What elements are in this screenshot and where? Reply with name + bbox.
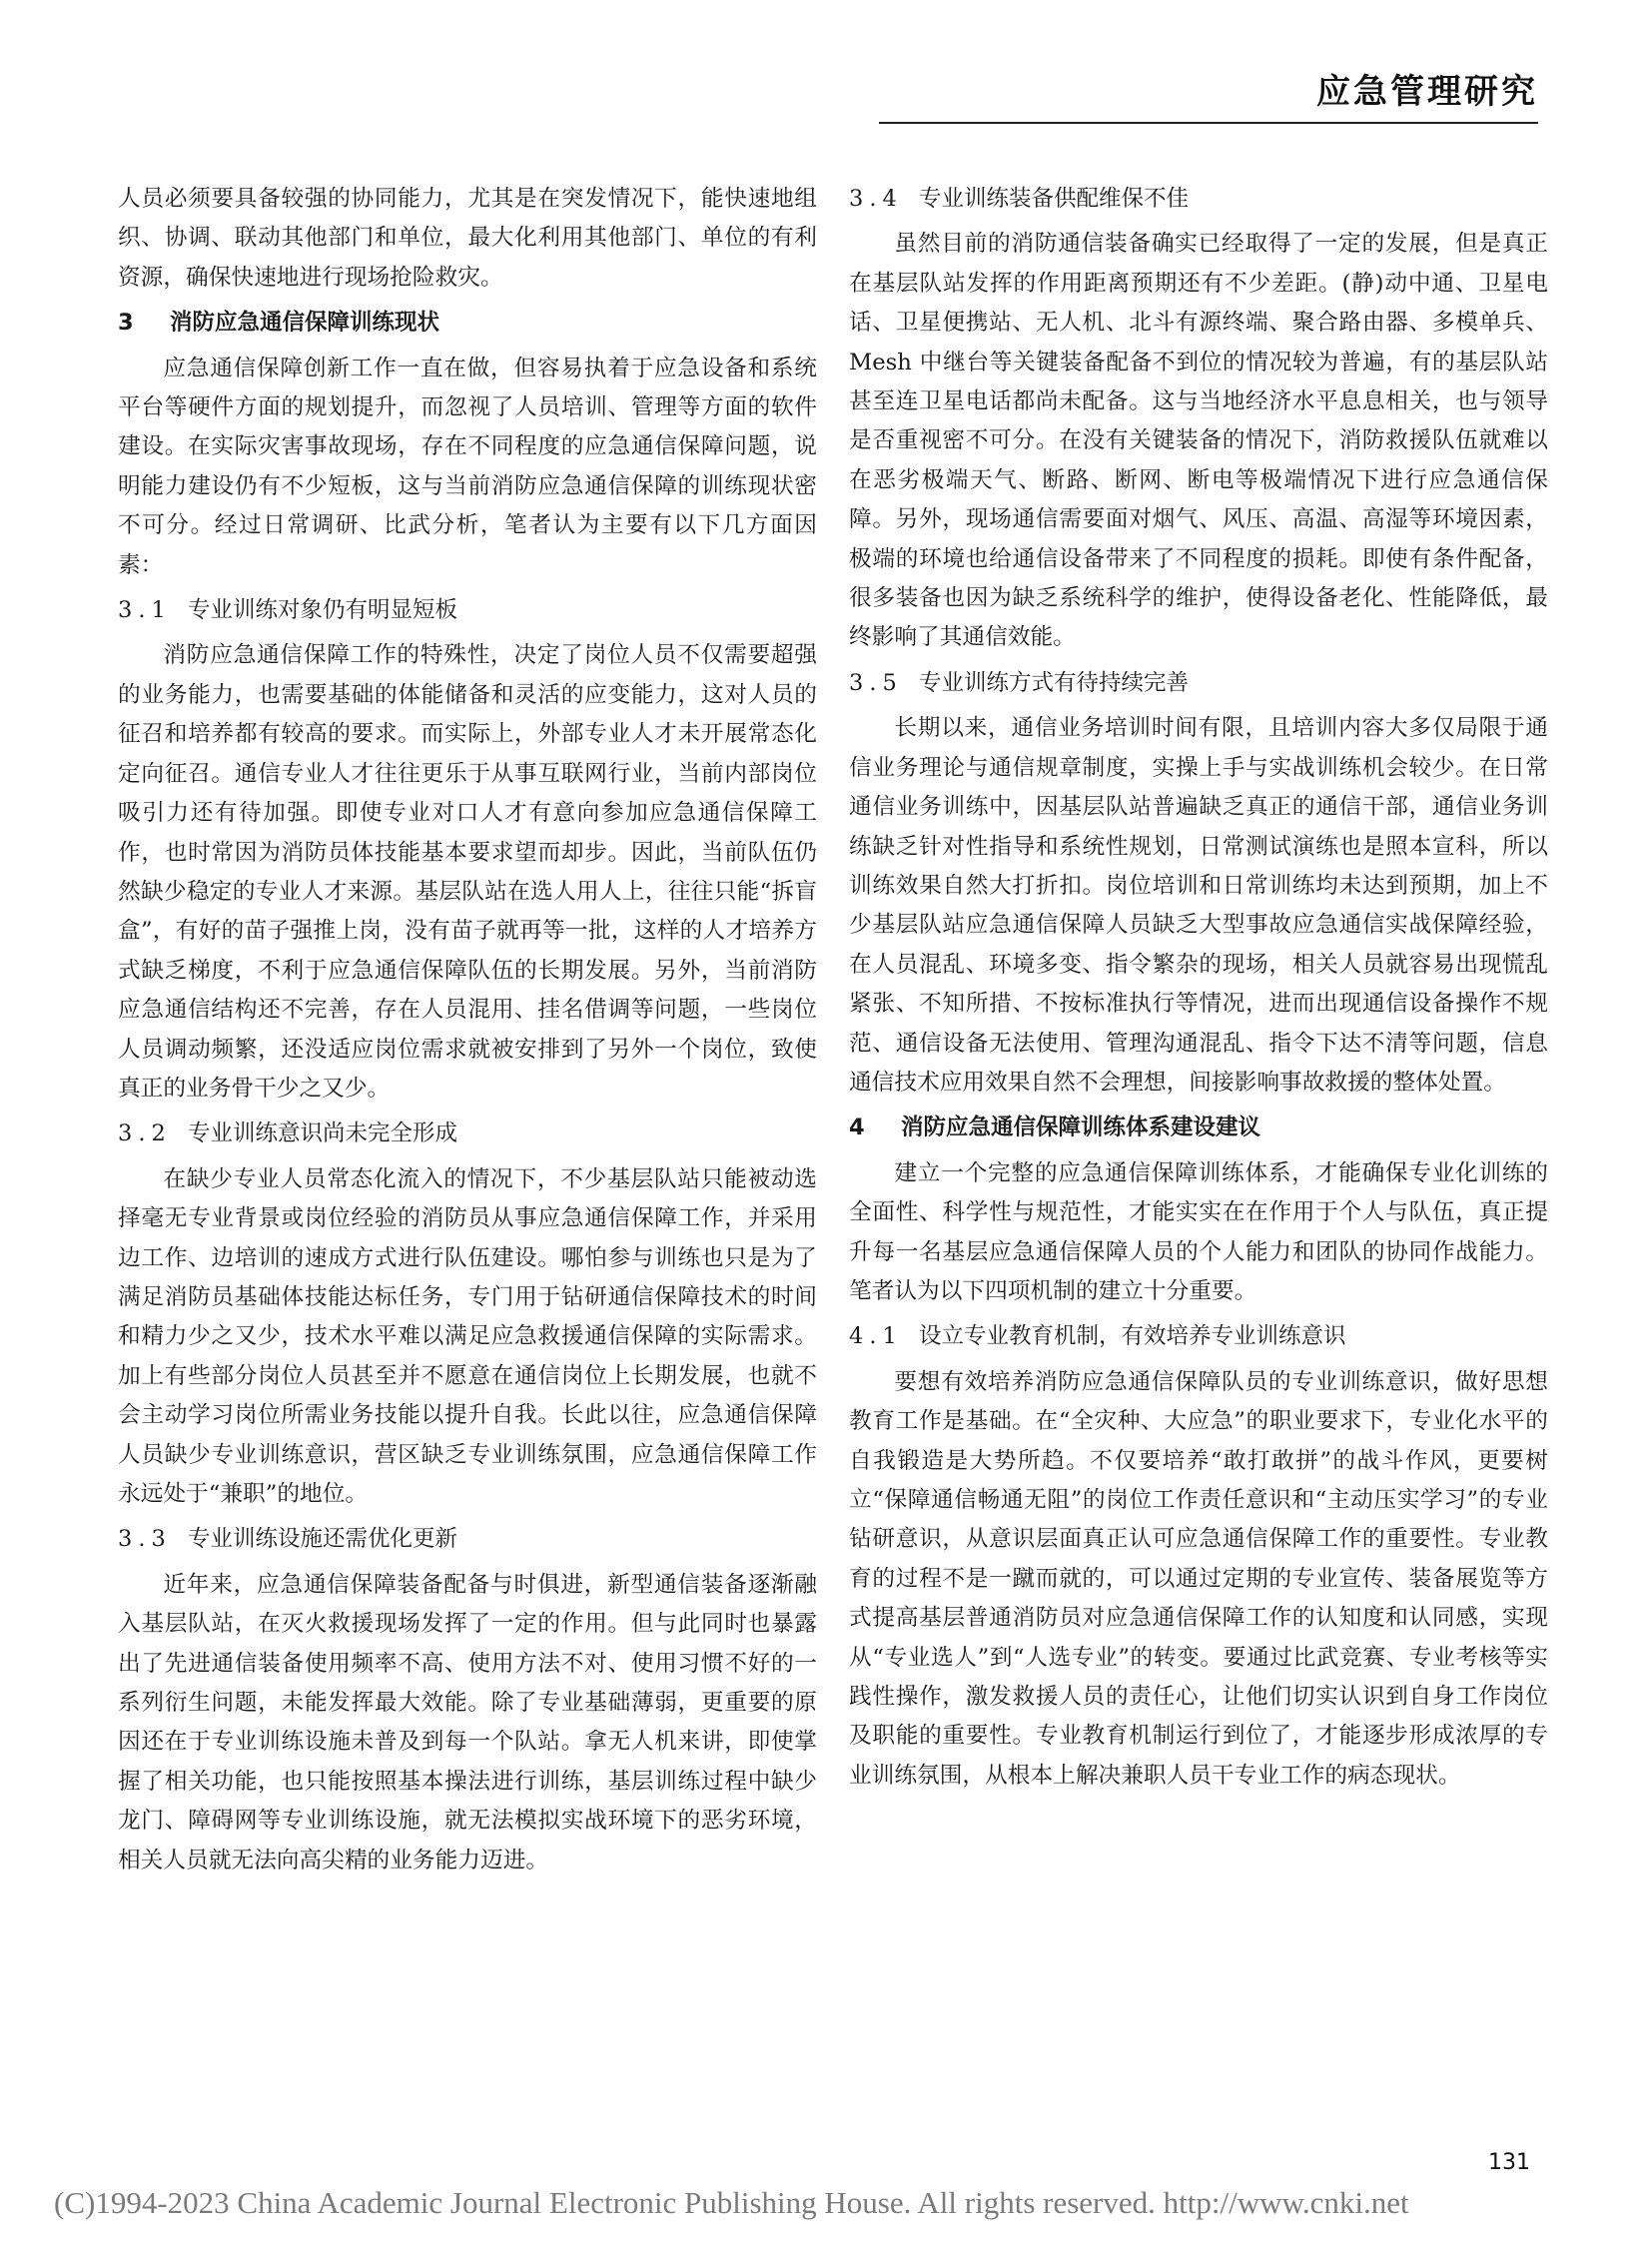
section-3-1-paragraph: 消防应急通信保障工作的特殊性，决定了岗位人员不仅需要超强的业务能力，也需要基础的体能储备和灵活的应变能力，这对人员的征召和培养都有较高的要求。而实际上，外部专业人才未开展常态化定向征召。通信专业人才往往更乐于从事互联网行业，当前内部岗位吸引力还有待加强。即使专业对口人才有意向参加应急通信保障工作，也时常因为消防员体技能基本要求望而却步。因此，当前队伍仍然缺少稳定的专业人才来源。基层队站在选人用人上，往往只能“拆盲盒”，有好的苗子强推上岗，没有苗子就再等一批，这样的人才培养方式缺乏梯度，不利于应急通信保障队伍的长期发展。另外，当前消防应急通信结构还不完善，存在人员混用、挂名借调等问题，一些岗位人员调动频繁，还没适应岗位需求就被安排到了另外一个岗位，致使真正的业务骨干少之又少。 <box>118 642 817 1102</box>
section-3-2-paragraph: 在缺少专业人员常态化流入的情况下，不少基层队站只能被动选择毫无专业背景或岗位经验的消防员从事应急通信保障工作，并采用边工作、边培训的速成方式进行队伍建设。哪怕参与训练也只是为了满足消防员基础体技能达标任务，专门用于钻研通信保障技术的时间和精力少之又少，技术水平难以满足应急救援通信保障的实际需求。加上有些部分岗位人员甚至并不愿意在通信岗位上长期发展，也就不会主动学习岗位所需业务技能以提升自我。长此以往，应急通信保障人员缺少专业训练意识，营区缺乏专业训练氛围，应急通信保障工作永远处于“兼职”的地位。 <box>118 1165 817 1507</box>
section-3-2-heading <box>118 1115 817 1153</box>
section-title: 消防应急通信保障训练体系建设建议 <box>901 1115 1261 1141</box>
section-title: 专业训练方式有待持续完善 <box>919 669 1190 696</box>
section-number: 3.2 <box>118 1121 172 1147</box>
section-number: 4 <box>849 1115 865 1141</box>
section-number: 3.1 <box>118 597 172 624</box>
section-title: 设立专业教育机制，有效培养专业训练意识 <box>919 1323 1346 1350</box>
section-3-heading <box>118 304 817 343</box>
section-number: 3 <box>118 310 134 337</box>
section-3-4-paragraph: 虽然目前的消防通信装备确实已经取得了一定的发展，但是真正在基层队站发挥的作用距离预期还有不少差距。(静)动中通、卫星电话、卫星便携站、无人机、北斗有源终端、聚合路由器、多模单兵、Mesh 中继台等关键装备配备不到位的情况较为普遍，有的基层队站甚至连卫星电话都尚未配备。这与当地经济水平息息相关，也与领导是否重视密不可分。在没有关键装备的情况下，消防救援队伍就难以在恶劣极端天气、断路、断网、断电等极端情况下进行应急通信保障。另外，现场通信需要面对烟气、风压、高温、高湿等环境因素，极端的环境也给通信设备带来了不同程度的损耗。即使有条件配备，很多装备也因为缺乏系统科学的维护，使得设备老化、性能降低，最终影响了其通信效能。 <box>849 231 1548 651</box>
header-rule <box>879 122 1538 124</box>
section-3-3-paragraph: 近年来，应急通信保障装备配备与时俱进，新型通信装备逐渐融入基层队站，在灭火救援现场发挥了一定的作用。但与此同时也暴露出了先进通信装备使用频率不高、使用方法不对、使用习惯不好的一系列衍生问题，未能发挥最大效能。除了专业基础薄弱，更重要的原因还在于专业训练设施未普及到每一个队站。拿无人机来讲，即使掌握了相关功能，也只能按照基本操法进行训练，基层训练过程中缺少龙门、障碍网等专业训练设施，就无法模拟实战环境下的恶劣环境，相关人员就无法向高尖精的业务能力迈进。 <box>118 1571 817 1873</box>
left-column <box>118 180 817 1880</box>
section-title: 专业训练装备供配维保不佳 <box>919 186 1190 212</box>
section-4-paragraph: 建立一个完整的应急通信保障训练体系，才能确保专业化训练的全面性、科学性与规范性，才能实实在在作用于个人与队伍，真正提升每一名基层应急通信保障人员的个人能力和团队的协同作战能力。笔者认为以下四项机制的建立十分重要。 <box>849 1159 1548 1304</box>
section-3-1-heading <box>118 591 817 630</box>
section-4-1-paragraph: 要想有效培养消防应急通信保障队员的专业训练意识，做好思想教育工作是基础。在“全灾种、大应急”的职业要求下，专业化水平的自我锻造是大势所趋。不仅要培养“敢打敢拼”的战斗作风，更要树立“保障通信畅通无阻”的岗位工作责任意识和“主动压实学习”的专业钻研意识，从意识层面真正认可应急通信保障工作的重要性。专业教育的过程不是一蹴而就的，可以通过定期的专业宣传、装备展览等方式提高基层普通消防员对应急通信保障工作的认知度和认同感，实现从“专业选人”到“人选专业”的转变。要通过比武竞赛、专业考核等实践性操作，激发救援人员的责任心，让他们切实认识到自身工作岗位及职能的重要性。专业教育机制运行到位了，才能逐步形成浓厚的专业训练氛围，从根本上解决兼职人员干专业工作的病态现状。 <box>849 1368 1548 1789</box>
copyright-watermark: (C)1994-2023 China Academic Journal Electronic Publishing House. All rights reserved. http://www.cnki.net <box>54 2185 1409 2220</box>
section-3-3-heading <box>118 1520 817 1559</box>
journal-title: 应急管理研究 <box>1316 72 1538 112</box>
section-title: 专业训练对象仍有明显短板 <box>188 597 458 624</box>
section-title: 专业训练意识尚未完全形成 <box>188 1121 458 1147</box>
section-3-paragraph: 应急通信保障创新工作一直在做，但容易执着于应急设备和系统平台等硬件方面的规划提升，而忽视了人员培训、管理等方面的软件建设。在实际灾害事故现场，存在不同程度的应急通信保障问题，说明能力建设仍有不少短板，这与当前消防应急通信保障的训练现状密不可分。经过日常调研、比武分析，笔者认为主要有以下几方面因素： <box>118 355 817 578</box>
section-number: 4.1 <box>849 1323 903 1350</box>
page-number: 131 <box>1488 2150 1530 2175</box>
right-column <box>849 180 1548 1796</box>
section-title: 消防应急通信保障训练现状 <box>170 310 440 337</box>
section-number: 3.3 <box>118 1526 172 1553</box>
section-3-5-paragraph: 长期以来，通信业务培训时间有限，且培训内容大多仅局限于通信业务理论与通信规章制度，实操上手与实战训练机会较少。在日常通信业务训练中，因基层队站普遍缺乏真正的通信干部，通信业务训练缺乏针对性指导和系统性规划，日常测试演练也是照本宣科，所以训练效果自然大打折扣。岗位培训和日常训练均未达到预期，加上不少基层队站应急通信保障人员缺乏大型事故应急通信实战保障经验，在人员混乱、环境多变、指令繁杂的现场，相关人员就容易出现慌乱紧张、不知所措、不按标准执行等情况，进而出现通信设备操作不规范、通信设备无法使用、管理沟通混乱、指令下达不清等问题，信息通信技术应用效果自然不会理想，间接影响事故救援的整体处置。 <box>849 715 1548 1096</box>
section-3-4-heading <box>849 180 1548 219</box>
section-3-5-heading <box>849 664 1548 703</box>
section-4-1-heading <box>849 1317 1548 1356</box>
section-number: 3.4 <box>849 186 903 212</box>
section-number: 3.5 <box>849 669 903 696</box>
section-4-heading <box>849 1109 1548 1147</box>
paragraph-continued: 人员必须要具备较强的协同能力，尤其是在突发情况下，能快速地组织、协调、联动其他部门和单位，最大化利用其他部门、单位的有利资源，确保快速地进行现场抢险救灾。 <box>118 186 817 291</box>
section-title: 专业训练设施还需优化更新 <box>188 1526 458 1553</box>
